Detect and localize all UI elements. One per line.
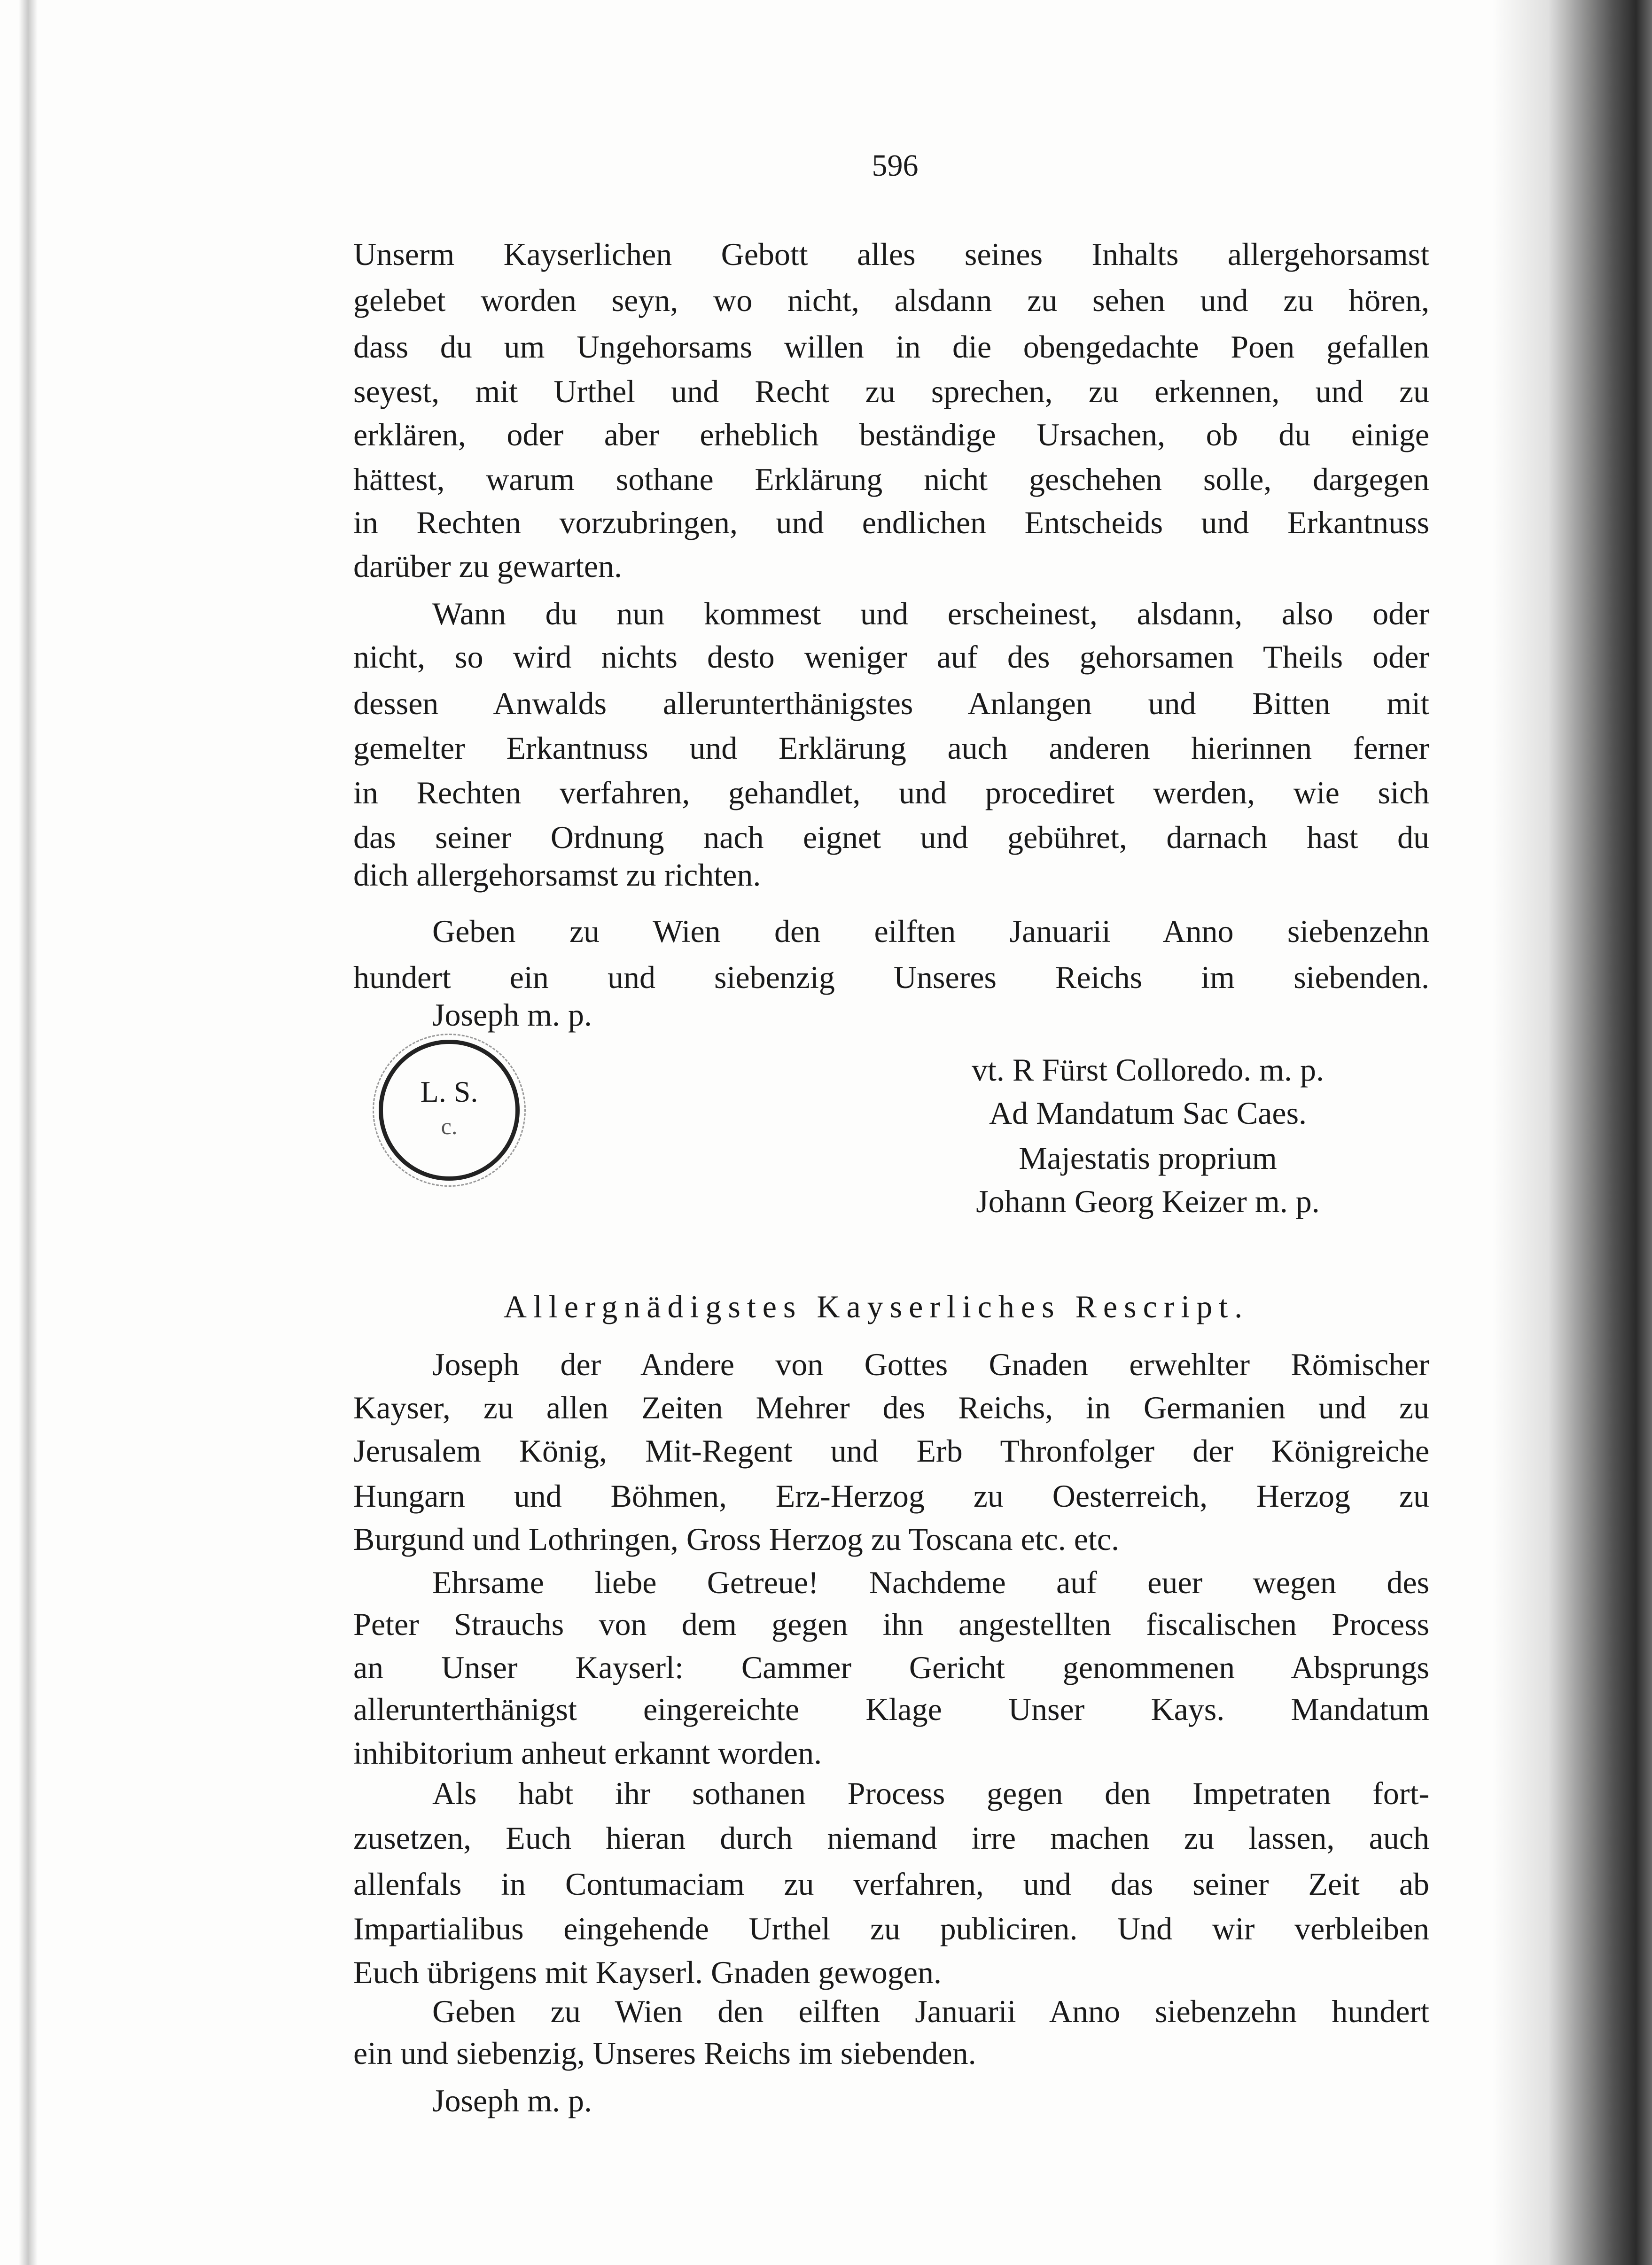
text-line: gemelter Erkantnuss und Erklärung auch anderen hierinnen ferner <box>353 730 1429 766</box>
countersignature-line: Majestatis proprium <box>1019 1140 1277 1176</box>
countersignature-line: Ad Mandatum Sac Caes. <box>989 1095 1307 1131</box>
section-heading: Allergnädigstes Kayserliches Rescript. <box>503 1289 1249 1324</box>
text-line: Euch übrigens mit Kayserl. Gnaden gewogen. <box>353 1954 942 1990</box>
text-line: erklären, oder aber erheblich beständige Ursachen, ob du einige <box>353 417 1429 452</box>
text-line: Ehrsame liebe Getreue! Nachdeme auf euer wegen des <box>432 1564 1429 1600</box>
scan-edge-left <box>19 0 38 2265</box>
text-line: Joseph der Andere von Gottes Gnaden erwehlter Römischer <box>432 1347 1429 1382</box>
text-line: Jerusalem König, Mit-Regent und Erb Thronfolger der Königreiche <box>353 1433 1429 1469</box>
seal-subtext: c. <box>441 1113 458 1139</box>
text-line: allenfals in Contumaciam zu verfahren, und das seiner Zeit ab <box>353 1866 1429 1902</box>
text-line: Geben zu Wien den eilften Januarii Anno siebenzehn hundert <box>432 1993 1429 2029</box>
text-line: darüber zu gewarten. <box>353 548 623 584</box>
text-line: in Rechten verfahren, gehandlet, und procediret werden, wie sich <box>353 775 1429 810</box>
text-line: dich allergehorsamst zu richten. <box>353 857 761 893</box>
text-line: nicht, so wird nichts desto weniger auf des gehorsamen Theils oder <box>353 639 1429 675</box>
text-line: Unserm Kayserlichen Gebott alles seines Inhalts allergehorsamst <box>353 236 1429 272</box>
text-line: allerunterthänigst eingereichte Klage Unser Kays. Mandatum <box>353 1691 1429 1727</box>
text-line: zusetzen, Euch hieran durch niemand irre machen zu lassen, auch <box>353 1820 1429 1856</box>
countersignature-line: vt. R Fürst Colloredo. m. p. <box>972 1052 1324 1088</box>
text-line: Hungarn und Böhmen, Erz-Herzog zu Oesterreich, Herzog zu <box>353 1478 1429 1514</box>
text-line: in Rechten vorzubringen, und endlichen Entscheids und Erkantnuss <box>353 505 1429 540</box>
text-line: Als habt ihr sothanen Process gegen den Impetraten fort- <box>432 1775 1429 1811</box>
text-line: dass du um Ungehorsams willen in die obengedachte Poen gefallen <box>353 329 1429 365</box>
text-line: Wann du nun kommest und erscheinest, alsdann, also oder <box>432 596 1429 631</box>
text-line: Geben zu Wien den eilften Januarii Anno siebenzehn <box>432 913 1429 949</box>
text-line: hättest, warum sothane Erklärung nicht geschehen solle, dargegen <box>353 461 1429 497</box>
signature-joseph: Joseph m. p. <box>432 2083 592 2118</box>
seal-stamp <box>379 1040 520 1181</box>
seal-text: L. S. <box>420 1075 478 1108</box>
text-line: Impartialibus eingehende Urthel zu publiciren. Und wir verbleiben <box>353 1911 1429 1946</box>
text-line: Kayser, zu allen Zeiten Mehrer des Reichs, in Germanien und zu <box>353 1390 1429 1425</box>
text-line: Peter Strauchs von dem gegen ihn angestellten fiscalischen Process <box>353 1606 1429 1642</box>
signature-joseph: Joseph m. p. <box>432 997 592 1033</box>
text-line: Burgund und Lothringen, Gross Herzog zu Toscana etc. etc. <box>353 1521 1119 1557</box>
text-line: an Unser Kayserl: Cammer Gericht genommenen Absprungs <box>353 1650 1429 1685</box>
scan-edge-shadow-right <box>1492 0 1652 2265</box>
text-line: inhibitorium anheut erkannt worden. <box>353 1735 822 1771</box>
text-line: das seiner Ordnung nach eignet und gebühret, darnach hast du <box>353 819 1429 855</box>
page-number: 596 <box>872 148 919 183</box>
text-line: dessen Anwalds allerunterthänigstes Anlangen und Bitten mit <box>353 685 1429 721</box>
text-line: hundert ein und siebenzig Unseres Reichs im siebenden. <box>353 959 1429 995</box>
text-line: ein und siebenzig, Unseres Reichs im siebenden. <box>353 2035 976 2071</box>
countersignature-line: Johann Georg Keizer m. p. <box>976 1183 1320 1219</box>
text-line: seyest, mit Urthel und Recht zu sprechen, zu erkennen, und zu <box>353 374 1429 409</box>
text-line: gelebet worden seyn, wo nicht, alsdann zu sehen und zu hören, <box>353 282 1429 318</box>
